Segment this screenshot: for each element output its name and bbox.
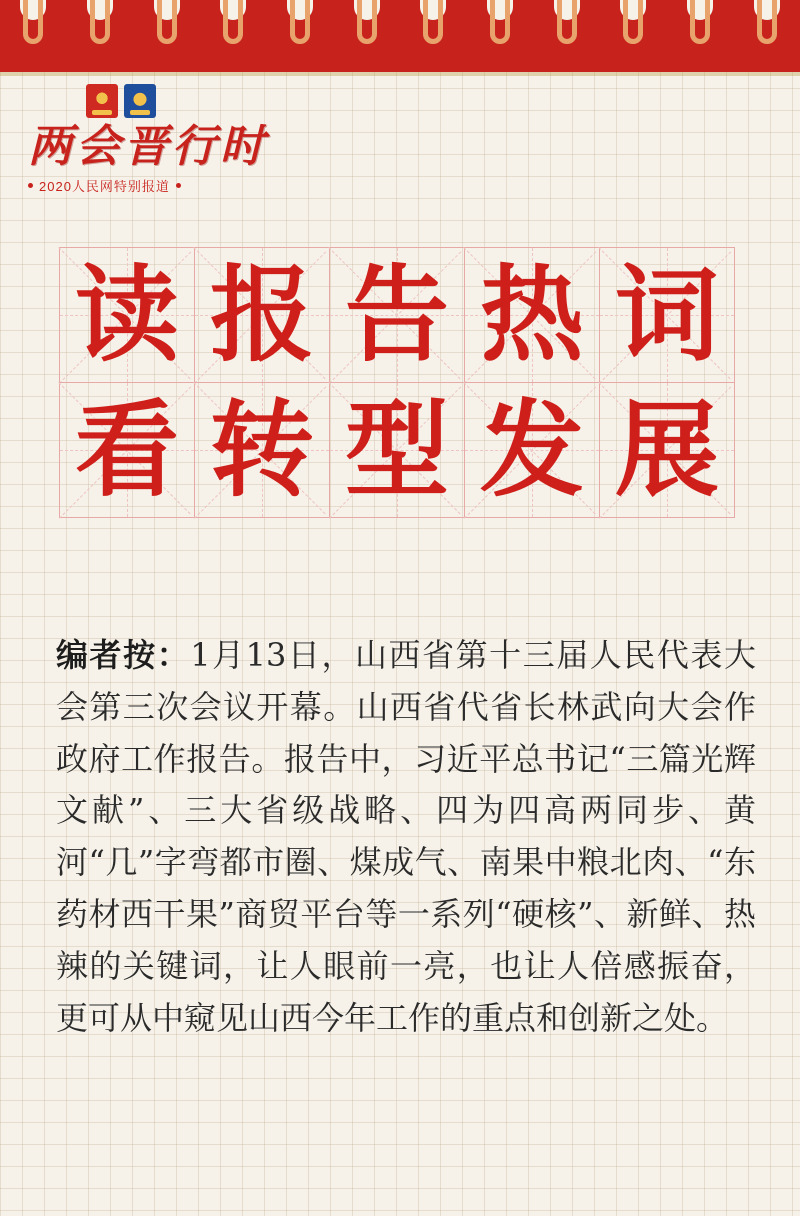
headline-row [60,248,740,383]
headline-character: 词 [614,253,719,376]
headline-character: 读 [74,253,179,376]
headline-row [60,383,740,518]
spiral-ring [133,0,200,66]
headline-character: 发 [479,388,584,511]
emblem-group [86,84,156,118]
headline-character: 展 [614,388,719,511]
headline-character: 告 [344,253,449,376]
brand-subtitle: 2020人民网特别报道 [39,179,170,195]
headline-char-cell [599,382,735,518]
headline-char-cell [599,247,735,383]
spiral-ring [67,0,134,66]
spiral-rings [0,0,800,66]
spiral-ring [333,0,400,66]
spiral-ring [400,0,467,66]
headline-char-cell [59,382,195,518]
headline-character: 热 [479,253,584,376]
spiral-ring [667,0,734,66]
headline-char-cell [464,247,600,383]
headline-character: 转 [209,388,314,511]
spiral-ring [267,0,334,66]
spiral-ring [600,0,667,66]
headline-char-cell [194,247,330,383]
spiral-ring [733,0,800,66]
spiral-ring [467,0,534,66]
brand-lockup [28,121,268,195]
headline-character: 报 [209,253,314,376]
headline-char-cell [59,247,195,383]
editor-note-label: 编者按： [56,636,191,674]
brand-title: 两会晋行时 [28,121,268,172]
binding-bottom-line [0,72,800,76]
bullet-dot-icon [176,183,181,188]
bullet-dot-icon [28,183,33,188]
editor-note-body: 1月13日，山西省第十三届人民代表大会第三次会议开幕。山西省代省长林武向大会作政府工作报告。报告中，习近平总书记“三篇光辉文献”、三大省级战略、四为四高两同步、黄河“几”字弯都市圈、煤成气、南果中粮北肉、“东药材西干果”商贸平台等一系列“硬核”、新鲜、热辣的关键词，让人眼前一亮，也让人倍感振奋，更可从中窥见山西今年工作的重点和创新之处。 [56,636,756,1037]
national-emblem-icon [86,84,118,118]
headline-character: 看 [74,388,179,511]
headline-char-cell [464,382,600,518]
headline-character: 型 [344,388,449,511]
headline-char-cell [329,382,465,518]
editor-note [56,630,756,1045]
spiral-ring [533,0,600,66]
headline-grid [60,248,740,518]
headline-char-cell [194,382,330,518]
spiral-ring [0,0,67,66]
brand-subtitle-row [28,176,268,195]
spiral-ring [200,0,267,66]
cppcc-emblem-icon [124,84,156,118]
headline-char-cell [329,247,465,383]
